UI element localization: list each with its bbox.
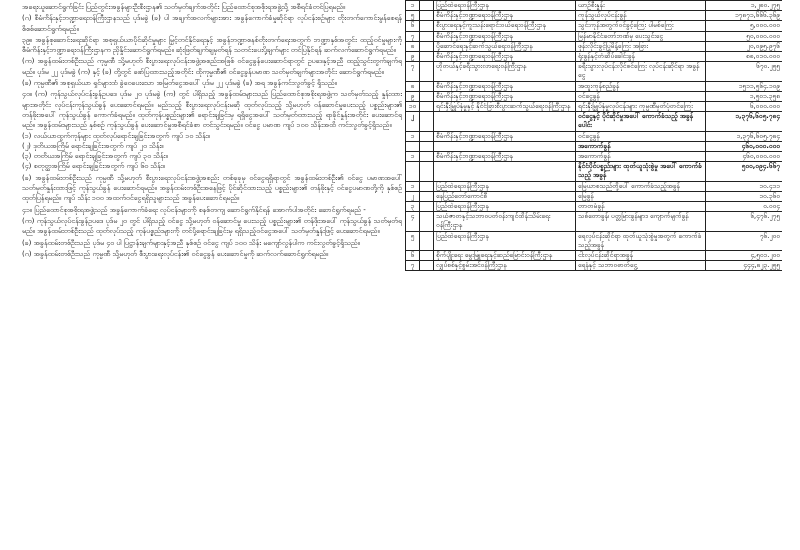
amount-cell: ၄,၅၀၁.၂၀၀ xyxy=(706,251,783,261)
table-row xyxy=(406,21,783,31)
table-row xyxy=(406,202,783,212)
agency-cell: လျှပ်စစ်နှင့်စွမ်းအင်ဝန်ကြီးဌာန xyxy=(434,261,576,271)
description-cell: ဝင်ငွေခွန် xyxy=(576,91,706,101)
agency-cell: စီမံကိန်းနှင့်ဘဏ္ဍာရေးဝန်ကြီးဌာန xyxy=(434,152,576,162)
row-number: ၁ xyxy=(406,152,420,162)
row-number: ၇ xyxy=(406,31,420,41)
agency-cell: စီမံကိန်းနှင့်ဘဏ္ဍာရေးဝန်ကြီးဌာန xyxy=(434,131,576,141)
row-number: ၂ xyxy=(406,191,420,201)
paragraph: ၃၉။ အခွန်စုဆောင်းရေးဆိုင်ရာ အစုရှယ်ယာပိုင်ဆိုင်မှုများ မြှင့်တင်နိုင်ရေးနှင့် အခွန်ဘဏ္ဍာစနစ်တိုးတက်ရေးအတွက် ဘဏ္ဍာနှစ်အတွင်း ထည့်ဝင်မှုများကို စီမံကိန်းနှင့်ဘဏ္ဍာရေးဝန်ကြီးဌာနက ညှိနှိုင်းဆောင်ရွက်ရမည်။ ဆုံးဖြတ်ချက်ချမှတ်ရန် သတင်းပေးပို့ချက်များ တင်ပြနိုင်ရန် ဆက်လက်ဆောင်ရွက်ရမည်။ xyxy=(22,35,402,55)
row-sub-number xyxy=(420,141,434,151)
description-cell: ခရီးသွားလုပ်ငန်းလိုင်စင်ကြေး လုပ်ငန်းဆိုင်ရာ အခွန်ငွေ xyxy=(576,62,706,81)
agency-cell: စီမံကိန်းနှင့်ဘဏ္ဍာရေးဝန်ကြီးဌာန xyxy=(434,31,576,41)
row-number: ၅ xyxy=(406,11,420,21)
row-number: ၁ xyxy=(406,181,420,191)
row-sub-number xyxy=(420,162,434,181)
amount-cell: ၅,၀၀၀.၀၀၀ xyxy=(706,21,783,31)
description-cell: ဝင်ငွေခွန် xyxy=(576,131,706,141)
paragraph: (၃) တတိယအကြိမ် ရောင်းချခြင်းအတွက် ကျပ် ၃၀ သိန်း။ xyxy=(22,152,168,161)
amount-cell: ၁,၅၀၁.၃၅၈ xyxy=(706,91,783,101)
table-row xyxy=(406,41,783,51)
agency-cell: သယံဇာတနှင့်သဘာဝပတ်ဝန်းကျင်ထိန်းသိမ်းရေးဝန်ကြီးဌာန xyxy=(434,212,576,231)
row-sub-number xyxy=(420,91,434,101)
row-number: ၃ xyxy=(406,202,420,212)
paragraph: အရေးယူဆောင်ရွက်ခြင်း ပြည်တွင်းအခွန်များဦးစီးဌာန၏ သတ်မှတ်ချက်အတိုင်း ပြည်ထောင်စုအစိုးရအဖွဲ့သို့ အစီရင်ခံတင်ပြရမည်။ xyxy=(22,3,346,11)
row-sub-number xyxy=(420,1,434,11)
agency-cell: စီမံကိန်းနှင့်ဘဏ္ဍာရေးဝန်ကြီးဌာန xyxy=(434,52,576,62)
description-cell: ရေနံနှင့် သဘာဝဓာတ်ငွေ့ xyxy=(576,261,706,271)
row-number: ၁၀ xyxy=(406,102,420,112)
table-row xyxy=(406,1,783,11)
description-cell: ယာဉ်စီးနှုန်း xyxy=(576,1,706,11)
amount-cell: ၁၅၁၁,၅၆၄.၁၀၉ xyxy=(706,81,783,91)
description-cell: သစ်တောခွန်၊ ပတ္တမြားခွန်များ၊ ကျောက်မျက်ခွန် xyxy=(576,212,706,231)
agency-cell xyxy=(434,162,576,181)
description-cell: ငါးလုပ်ငန်းဆိုင်ရာအခွန် xyxy=(576,251,706,261)
amount-cell: ၄၄၄,၈၂၃.၂၅၅ xyxy=(706,261,783,271)
agency-cell: ရင်းနှီးမြှုပ်နှံမှုနှင့် နိုင်ငံခြားစီးပွားဆက်သွယ်ရေးဝန်ကြီးဌာန xyxy=(434,102,576,112)
amount-cell: ၄၆၀,၀၀၀.၀၀၀ xyxy=(706,152,783,162)
row-sub-number xyxy=(420,131,434,141)
paragraph: ၄၁။ ပြည်ထောင်စုအစိုးရအဖွဲ့သည် အခွန်ကောက်ခံရေး လုပ်ငန်းများကို စနစ်တကျ ဆောင်ရွက်နိုင်ရန် အောက်ပါအတိုင်း ဆောင်ရွက်ရမည် - xyxy=(22,205,366,214)
row-sub-number xyxy=(420,102,434,112)
row-number xyxy=(406,141,420,151)
agency-cell: ပြည်ထဲရေးဝန်ကြီးဌာန xyxy=(434,1,576,11)
subtotal-row xyxy=(406,112,783,131)
amount-cell: ၄၆၀,၀၀၀.၀၀၀ xyxy=(706,141,783,151)
description-cell: ရုံးခွန်နှင့်တံဆိပ်ခေါင်းခွန် xyxy=(576,52,706,62)
description-cell: အကောက်ခွန် xyxy=(576,141,706,151)
amount-cell: ၁,၂၈၀.၂၇၅ xyxy=(706,1,783,11)
agency-cell: ပို့ဆောင်ရေးနှင့်ဆက်သွယ်ရေးဝန်ကြီးဌာန xyxy=(434,41,576,51)
row-number: ၆ xyxy=(406,251,420,261)
budget-table xyxy=(405,0,782,271)
row-sub-number xyxy=(420,202,434,212)
row-sub-number xyxy=(420,152,434,162)
row-number: ၅ xyxy=(406,231,420,250)
amount-cell: ၈၈,၀၁၀.၀၀၀ xyxy=(706,52,783,62)
row-sub-number xyxy=(420,181,434,191)
amount-cell: ၅၀၀,၀၉၄.၆၆၇ xyxy=(706,162,783,181)
agency-cell xyxy=(434,112,576,131)
row-sub-number xyxy=(420,41,434,51)
agency-cell: ပြည်ထဲရေးဝန်ကြီးဌာန xyxy=(434,231,576,250)
subtotal-row xyxy=(406,141,783,151)
description-cell: မြေခွန် xyxy=(576,191,706,201)
row-sub-number xyxy=(420,261,434,271)
amount-cell: ၆၇၀.၂၅၅ xyxy=(706,62,783,81)
row-sub-number xyxy=(420,191,434,201)
row-number: ၈ xyxy=(406,81,420,91)
table-row xyxy=(406,181,783,191)
paragraph: (ခ) အခွန်ထမ်းတစ်ဦးသည် ကုမ္ပဏီ သို့မဟုတ် စီးပွားရေးလုပ်ငန်းအဖွဲ့အစည်း တစ်ခုခုမှ ဝင်ငွေရရှိရာတွင် အခွန်ထမ်းတစ်ဦး၏ ဝင်ငွေ ပမာဏအပေါ် သတ်မှတ်နှုန်းထားဖြင့် ကုန်သွယ်ခွန် ပေးဆောင်ရမည်။ အခွန်ထမ်းတစ်ဦးအနေဖြင့် ပိုင်ဆိုင်ထားသည့် ပစ္စည်းများ၏ တန်ဖိုးနှင့် ဝင်ငွေပမာဏတို့ကို နှစ်စဉ် ထုတ်ပြန်ရမည်။ ကျပ် သိန်း ၁၀၀ အထက်ဝင်ငွေရရှိသူများသည် အခွန်ပေးဆောင်ရမည်။ xyxy=(22,173,402,203)
amount-cell: ၁,၃၇၆,၆၀၅.၇၈၄ xyxy=(706,131,783,141)
paragraph: (ဂ) အခွန်ထမ်းတစ်ဦးသည် ကုမ္ပဏီ သို့မဟုတ် စီးပွားရေးလုပ်ငန်း၏ ဝင်ငွေခွန် ပေးဆောင်မှုကို ဆက်လက်ဆောင်ရွက်ရမည်။ xyxy=(22,249,329,258)
row-number: ၈ xyxy=(406,41,420,51)
description-cell: ရင်းနှီးမြှုပ်နှံမှုလုပ်ငန်းများ ကုမ္ပဏီမှတ်ပုံတင်ကြေး xyxy=(576,102,706,112)
subtotal-row xyxy=(406,162,783,181)
row-sub-number xyxy=(420,21,434,31)
table-row xyxy=(406,81,783,91)
agency-cell: နေပြည်တော်ကောင်စီ xyxy=(434,191,576,201)
law-text-column xyxy=(22,2,402,550)
description-cell: ဝင်ငွေနှင့် ပိုင်ဆိုင်မှုအပေါ် ကောက်ခံသည့် အခွန်ပေါင်း xyxy=(576,112,706,131)
paragraph: (၁) လယ်ယာထွက်ကုန်များ ထုတ်လုပ်ရောင်းချခြင်းအတွက် ကျပ် ၁၀ သိန်း။ xyxy=(22,131,210,140)
row-sub-number xyxy=(420,112,434,131)
budget-table-column xyxy=(405,0,782,550)
amount-cell: ၅၀,၀၀၀.၀၀၀ xyxy=(706,31,783,41)
description-cell: မြန်မာနိုင်ငံတော်ဘဏ်မှ ပေးသွင်းငွေ xyxy=(576,31,706,41)
row-number: ၄ xyxy=(406,212,420,231)
agency-cell: ပြည်ထဲရေးဝန်ကြီးဌာန xyxy=(434,202,576,212)
description-cell: ကုန်သွယ်လုပ်ငန်းခွန် xyxy=(576,11,706,21)
row-number: ၂ xyxy=(406,112,420,131)
description-cell: ရေလုပ်ငန်းဆိုင်ရာ ထုတ်ယူသုံးစွဲမှုအတွက် ကောက်ခံသည့်အခွန် xyxy=(576,231,706,250)
paragraph: (ခ) ကုမ္ပဏီ၏ အစုရှယ်ယာ ရှင်များထံ ခွဲဝေပေးသော အမြတ်ငွေအပေါ် ပုဒ်မ ၂၂ ပုဒ်မခွဲ (ခ) အရ အခွန်ကင်းလွတ်ခွင့် ရှိသည်။ xyxy=(22,79,337,88)
amount-cell: ၁,၃၇၆,၆၀၅.၇၈၄ xyxy=(706,112,783,131)
agency-cell: ပြည်ထဲရေးဝန်ကြီးဌာန xyxy=(434,181,576,191)
row-sub-number xyxy=(420,212,434,231)
agency-cell xyxy=(434,141,576,151)
row-sub-number xyxy=(420,81,434,91)
row-number xyxy=(406,162,420,181)
agency-cell: ဟိုတယ်နှင့်ခရီးသွားလာရေးဝန်ကြီးဌာန xyxy=(434,62,576,81)
description-cell: နိုင်ငံပိုင်ပစ္စည်းများ ထုတ်ယူသုံးစွဲမှု အပေါ် ကောက်ခံသည့် အခွန် xyxy=(576,162,706,181)
table-row xyxy=(406,152,783,162)
description-cell: ဖုန်းလိုင်းခွင့်ပြုမိန့်ကြေး အခြား xyxy=(576,41,706,51)
table-row xyxy=(406,131,783,141)
table-row xyxy=(406,62,783,81)
table-row xyxy=(406,91,783,101)
table-row xyxy=(406,31,783,41)
row-number: ၆ xyxy=(406,21,420,31)
row-sub-number xyxy=(420,31,434,41)
paragraph: (၂) ဒုတိယအကြိမ် ရောင်းချခြင်းအတွက် ကျပ် ၂၀ သိန်း။ xyxy=(22,141,164,150)
row-sub-number xyxy=(420,251,434,261)
agency-cell: စီမံကိန်းနှင့်ဘဏ္ဍာရေးဝန်ကြီးဌာန xyxy=(434,11,576,21)
table-row xyxy=(406,212,783,231)
description-cell: တာတမံခွန် xyxy=(576,202,706,212)
row-number: ၉ xyxy=(406,91,420,101)
row-sub-number xyxy=(420,62,434,81)
agency-cell: စီးပွားရေးနှင့်ကူးသန်းရောင်းဝယ်ရေးဝန်ကြီးဌာန xyxy=(434,21,576,31)
table-row xyxy=(406,191,783,201)
description-cell: သွင်းကုန်အတွက်ဝင်ခွင့်ကြေး ပါမစ်ကြေး xyxy=(576,21,706,31)
amount-cell: ၁၇၈၇၁,၆၆၆.၃၆၉ xyxy=(706,11,783,21)
row-sub-number xyxy=(420,231,434,250)
table-row xyxy=(406,102,783,112)
row-number: ၉ xyxy=(406,52,420,62)
paragraph: (က) ကုန်သွယ်လုပ်ငန်းခွန်ဥပဒေ ပုဒ်မ ၂၀ တွင် ပါရှိသည့် ဝင်ငွေ သို့မဟုတ် ဝန်ဆောင်မှု ပေးသည့် ပစ္စည်းများ၏ တန်ဖိုးအပေါ် ကုန်သွယ်ခွန် သတ်မှတ်ရမည်။ အခွန်ထမ်းတစ်ဦးသည် ထုတ်လုပ်သည့် ကုန်ပစ္စည်းများကို တင်ပို့ရောင်းချခြင်းမှ ရရှိသည့်ဝင်ငွေအပေါ် သတ်မှတ်နှုန်းဖြင့် ပေးဆောင်ရမည်။ xyxy=(22,216,402,236)
amount-cell: ၆,၄၇၆.၂၇၅ xyxy=(706,212,783,231)
description-cell: မြေယာစသည်တို့ပေါ် ကောက်ခံသည့်အခွန် xyxy=(576,181,706,191)
table-row xyxy=(406,11,783,21)
paragraph: (ဂ) စီမံကိန်းနှင့်ဘဏ္ဍာရေးဝန်ကြီးဌာနသည် ပုဒ်မခွဲ (ခ) ပါ အချက်အလက်များအား အခွန်ကောက်ခံမှုဆိုင်ရာ လုပ်ငန်းစဉ်များ တိုးတက်ကောင်းမွန်စေရန် စိစစ်ဆောင်ရွက်ရမည်။ xyxy=(22,14,402,33)
amount-cell: ၇၆.၂၀၀ xyxy=(706,231,783,250)
table-row xyxy=(406,251,783,261)
row-sub-number xyxy=(420,52,434,62)
row-number: ၇ xyxy=(406,261,420,271)
row-sub-number xyxy=(420,11,434,21)
row-number: ၁ xyxy=(406,1,420,11)
paragraph: ၄၀။ (က) ကုန်သွယ်လုပ်ငန်းခွန်ဥပဒေ ပုဒ်မ ၂၀ ပုဒ်မခွဲ (က) တွင် ပါရှိသည့် အခွန်ထမ်းများသည် ပြည်ထောင်စုအစိုးရအဖွဲ့က သတ်မှတ်သည့် နှုန်းထားများအတိုင်း လုပ်ငန်းကုန်သွယ်ခွန် ပေးဆောင်ရမည်။ မည်သည့် စီးပွားရေးလုပ်ငန်းမဆို ထုတ်လုပ်သည့် သို့မဟုတ် ဝန်ဆောင်မှုပေးသည့် ပစ္စည်းများ၏ တန်ဖိုးအပေါ် ကုန်သွယ်ခွန် ကောက်ခံရမည်။ ထုတ်ကုန်ပစ္စည်းများ၏ ရောင်းချခြင်းမှ ရရှိငွေအပေါ် သတ်မှတ်ထားသည့် ရာခိုင်နှုန်းအတိုင်း ပေးဆောင်ရမည်။ အခွန်ထမ်းများသည် နှစ်စဉ် ကုန်သွယ်ခွန် ပေးဆောင်မှုအစီရင်ခံစာ တင်သွင်းရမည်။ ဝင်ငွေ ပမာဏ ကျပ် ၁၀၀ သိန်းအထိ ကင်းလွတ်ခွင့်ရှိသည်။ xyxy=(22,90,402,130)
row-number: ၁ xyxy=(406,131,420,141)
amount-cell: ၁၀.၃၆၀ xyxy=(706,191,783,201)
amount-cell: ၆,၀၀၀.၀၀၀ xyxy=(706,102,783,112)
table-row xyxy=(406,261,783,271)
paragraph: (၄) စတုတ္ထအကြိမ် ရောင်းချခြင်းအတွက် ကျပ် ၆၀ သိန်း။ xyxy=(22,162,165,171)
paragraph: (က) အခွန်ထမ်းတစ်ဦးသည် ကုမ္ပဏီ သို့မဟုတ် စီးပွားရေးလုပ်ငန်းအဖွဲ့အစည်းအဖြစ် ဝင်ငွေခွန်ပေးဆောင်ရာတွင် ဥပဒေနှင့်အညီ ထည့်သွင်းတွက်ချက်ရမည်။ ပုဒ်မ ၂၂ ပုဒ်မခွဲ (က) နှင့် (ခ) တို့တွင် ဖော်ပြထားသည့်အတိုင်း ထိုကုမ္ပဏီ၏ ဝင်ငွေခွန်ပမာဏ သတ်မှတ်ချက်များအတိုင်း ဆောင်ရွက်ရမည်။ xyxy=(22,57,402,76)
table-row xyxy=(406,52,783,62)
amount-cell: ၀.၀၀၄ xyxy=(706,202,783,212)
paragraph: (ခ) အခွန်ထမ်းတစ်ဦးသည် ပုဒ်မ ၄၀ ပါ ပြဋ္ဌာန်းချက်များနှင့်အညီ နှစ်စဉ် ဝင်ငွေ ကျပ် ၁၀၀ သိန်း မကျော်လွန်ပါက ကင်းလွတ်ခွင့်ရှိသည်။ xyxy=(22,238,360,247)
table-row xyxy=(406,231,783,250)
amount-cell: ၂၀,၀၉၅.၉၇၆ xyxy=(706,41,783,51)
amount-cell: ၁၀.၄၁၁ xyxy=(706,181,783,191)
agency-cell: စီမံကိန်းနှင့်ဘဏ္ဍာရေးဝန်ကြီးဌာန xyxy=(434,81,576,91)
description-cell: အကောက်ခွန် xyxy=(576,152,706,162)
description-cell: အထူးကုန်စည်ခွန် xyxy=(576,81,706,91)
agency-cell: စိုက်ပျိုးရေး မွေးမြူရေးနှင့်ဆည်မြောင်းဝန်ကြီးဌာန xyxy=(434,251,576,261)
agency-cell: စီမံကိန်းနှင့်ဘဏ္ဍာရေးဝန်ကြီးဌာန xyxy=(434,91,576,101)
row-number: ၇ xyxy=(406,62,420,81)
